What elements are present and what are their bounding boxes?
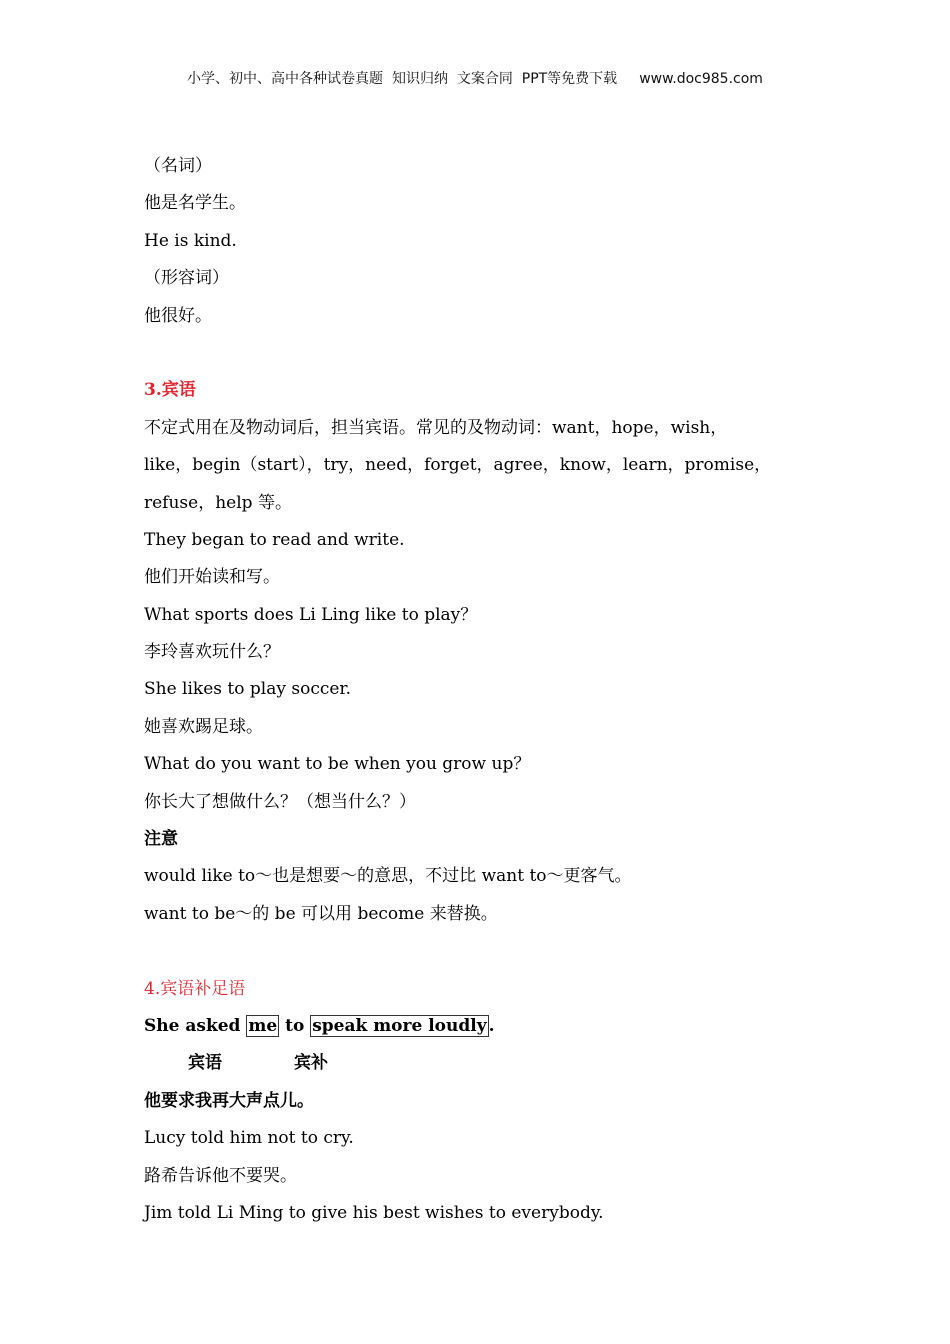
document-body [144, 148, 784, 1232]
sentence-part-3: . [488, 1015, 495, 1036]
example-4-english: What do you want to be when you grow up？ [144, 754, 531, 775]
example-1-english: They began to read and write. [144, 529, 405, 550]
text-line-noun: （名词） [144, 156, 212, 176]
boxed-complement: speak more loudly [312, 1015, 487, 1036]
section-3-paragraph-2: like，begin（start），try，need，forget，agree，know，learn，promise， [144, 455, 772, 476]
section-3-paragraph-3: refuse，help 等。 [144, 492, 292, 513]
object-complement-sentence [144, 1008, 784, 1045]
note-line-1: would like to～也是想要～的意思，不过比 want to～更客气。 [144, 866, 632, 887]
section-3-paragraph-1: 不定式用在及物动词后，担当宾语。常见的及物动词：want，hope，wish， [144, 417, 728, 438]
section-4-heading: 4.宾语补足语 [144, 978, 246, 999]
sentence-part-1: She asked [144, 1015, 247, 1036]
boxed-object: me [248, 1015, 278, 1036]
label-object: 宾语 [188, 1053, 222, 1074]
example-3-english: She likes to play soccer. [144, 679, 352, 700]
section-4-example-1-english: Lucy told him not to cry. [144, 1128, 354, 1149]
blank-gap [144, 933, 784, 970]
blank-gap [144, 335, 784, 372]
grammar-labels [144, 1045, 784, 1082]
text-line-student: 他是名学生。 [144, 193, 246, 214]
example-2-chinese: 李玲喜欢玩什么？ [144, 642, 280, 663]
text-line-adjective: （形容词） [144, 268, 229, 289]
header-site-link[interactable]: www.doc985.com [639, 71, 763, 87]
section-3-heading: 3.宾语 [144, 380, 196, 401]
section-4-example-2-english: Jim told Li Ming to give his best wishes to everybody. [144, 1202, 604, 1223]
example-4-chinese: 你长大了想做什么？（想当什么？） [144, 791, 416, 812]
note-title: 注意 [144, 829, 178, 850]
sentence-part-2: to [279, 1015, 311, 1036]
page-header [0, 68, 950, 88]
example-1-chinese: 他们开始读和写。 [144, 567, 280, 588]
text-line-kind: He is kind. [144, 230, 237, 251]
section-4-example-1-chinese: 路希告诉他不要哭。 [144, 1165, 297, 1186]
text-line-good: 他很好。 [144, 305, 212, 326]
example-2-english: What sports does Li Ling like to play？ [144, 604, 478, 625]
note-line-2: want to be～的 be 可以用 become 来替换。 [144, 903, 498, 924]
label-complement: 宾补 [294, 1053, 328, 1074]
sentence-chinese: 他要求我再大声点儿。 [144, 1090, 314, 1111]
header-text: 小学、初中、高中各种试卷真题 知识归纳 文案合同 PPT等免费下载 [187, 71, 618, 87]
example-3-chinese: 她喜欢踢足球。 [144, 716, 263, 737]
